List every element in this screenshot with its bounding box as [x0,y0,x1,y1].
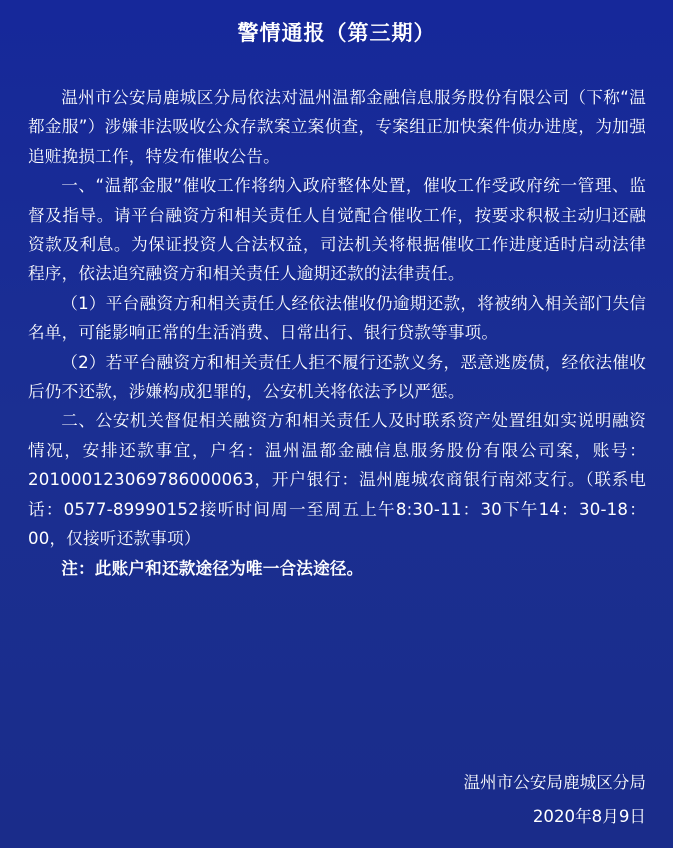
section-one-item-1: （1）平台融资方和相关责任人经依法催收仍逾期还款，将被纳入相关部门失信名单，可能影响正常的生活消费、日常出行、银行贷款等事项。 [28,293,646,343]
section-one-item-2: （2）若平台融资方和相关责任人拒不履行还款义务，恶意逃废债，经依法催收后仍不还款，涉嫌构成犯罪的，公安机关将依法予以严惩。 [28,352,646,402]
signature-block [463,768,646,832]
section-two-paragraph: 二、公安机关督促相关融资方和相关责任人及时联系资产处置组如实说明融资情况，安排还款事宜，户名：温州温都金融信息服务股份有限公司案，账号：201000123069786000063，开户银行：温州鹿城农商银行南郊支行。（联系电话：0577-89990152接听时间周一至周五上午8:30-11：30下午14：30-18：00，仅接听还款事项） [28,411,646,549]
intro-paragraph: 温州市公安局鹿城区分局依法对温州温都金融信息服务股份有限公司（下称“温都金服”）涉嫌非法吸收公众存款案立案侦查，专案组正加快案件侦办进度，为加强追赃挽损工作，特发布催收公告。 [28,88,646,166]
section-one-paragraph: 一、“温都金服”催收工作将纳入政府整体处置，催收工作受政府统一管理、监督及指导。请平台融资方和相关责任人自觉配合催收工作，按要求积极主动归还融资款及利息。为保证投资人合法权益，司法机关将根据催收工作进度适时启动法律程序，依法追究融资方和相关责任人逾期还款的法律责任。 [28,176,646,284]
notice-body [28,83,646,583]
notice-title: 警情通报（第三期） [237,21,436,45]
issue-date: 2020年8月9日 [532,807,646,826]
note-paragraph: 注：此账户和还款途径为唯一合法途径。 [61,558,364,578]
issuer-name: 温州市公安局鹿城区分局 [463,773,646,792]
